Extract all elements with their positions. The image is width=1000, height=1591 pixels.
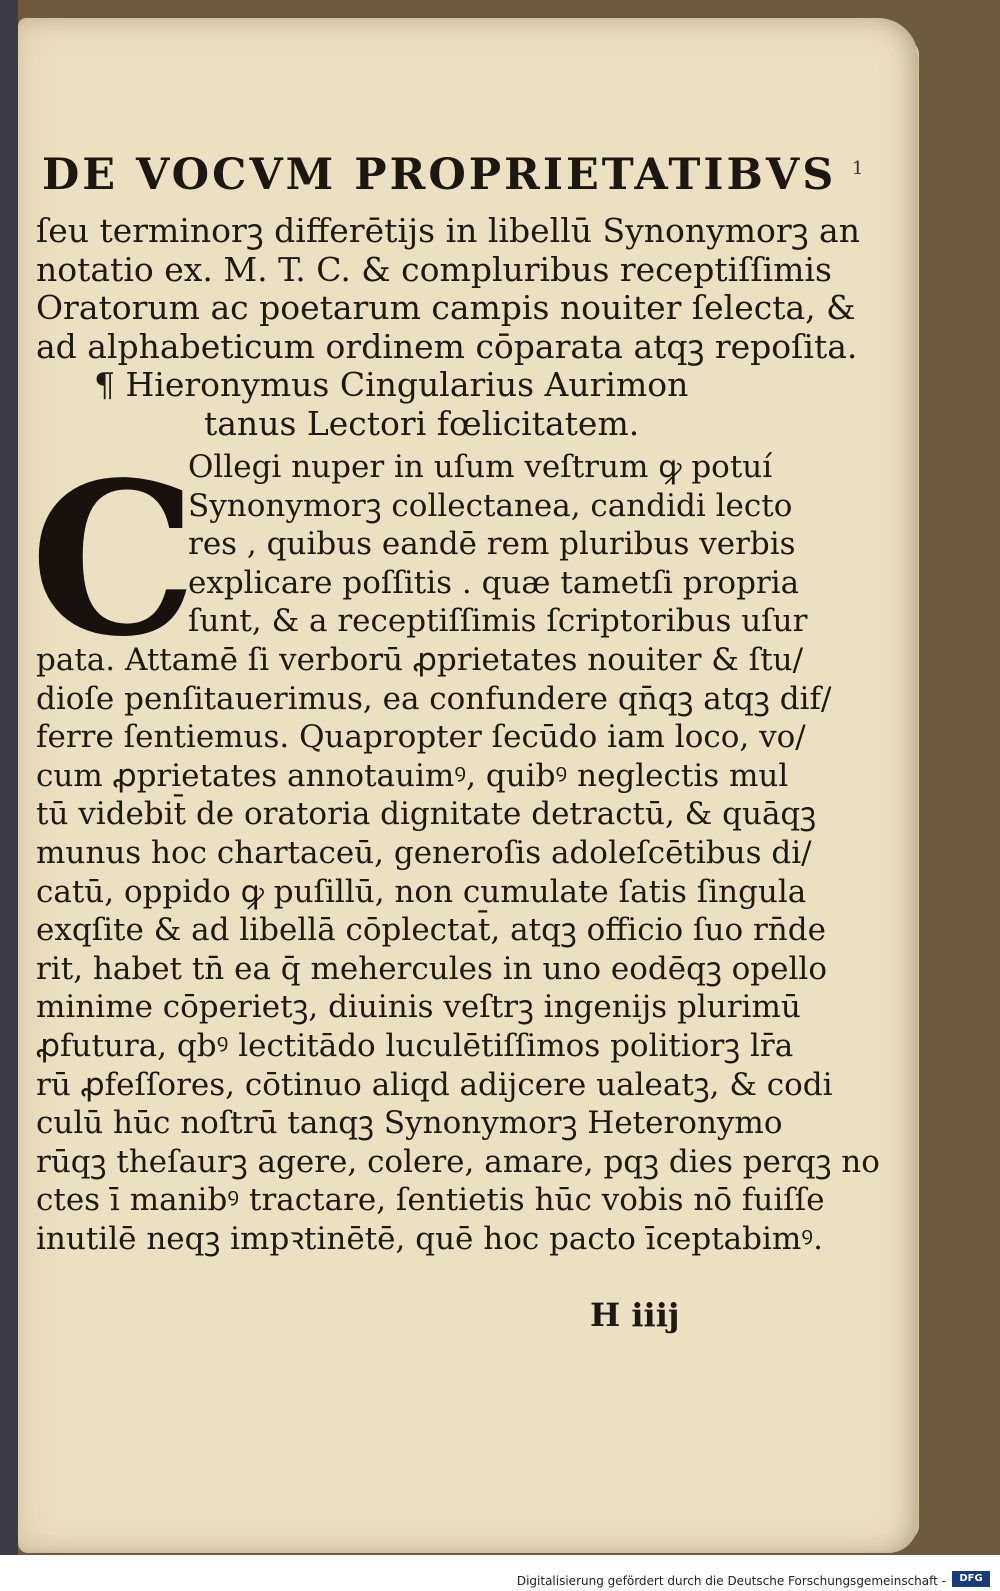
body-text — [36, 448, 880, 1258]
body-line: res , quibus eandē rem pluribus verbis — [188, 526, 796, 563]
body-line: ctes ī manibꝰ tractare, ſentietis hūc vobis nō fuiſſe — [36, 1182, 825, 1219]
body-line: Ollegi nuper in uſum veſtrum ꝙ potuí — [188, 449, 773, 485]
heading-line: ſeu terminorꝫ differētijs in libellū Synonymorꝫ an — [36, 211, 860, 250]
author-line: tanus Lectori fœlicitatem. — [204, 403, 640, 443]
body-line: cum ꝓprietates annotauimꝰ, quibꝰ neglectis mul — [36, 757, 789, 794]
body-line: minime cōperietꝫ, diuinis veſtrꝫ ingenijs plurimū — [36, 989, 801, 1026]
heading-line: notatio ex. M. T. C. & compluribus receptiſſimis — [36, 249, 832, 289]
author-line: ¶ Hieronymus Cingularius Aurimon — [94, 365, 689, 405]
heading-line: ad alphabeticum ordinem cōparata atqꝫ repoſita. — [36, 326, 858, 366]
body-line: rūqꝫ theſaurꝫ agere, colere, amare, pqꝫ dies perqꝫ no — [36, 1143, 880, 1180]
body-line: rit, habet tn̄ ea q̄ mehercules in uno eodēqꝫ opello — [36, 950, 827, 987]
body-line: inutilē neqꝫ impꝛtinētē, quē hoc pacto īceptabimꝰ. — [36, 1220, 823, 1257]
dfg-logo-icon: DFG — [952, 1571, 990, 1587]
body-line: tū videbit̄ de oratoria dignitate detractū, & quāqꝫ — [36, 796, 817, 833]
body-line: exqſite & ad libellā cōplectat̄, atqꝫ officio ſuo rn̄de — [36, 912, 826, 949]
body-line: dioſe penſitauerimus, ea confundere qn̄qꝫ atqꝫ dif/ — [36, 680, 832, 717]
heading-line: Oratorum ac poetarum campis nouiter ſelecta, & — [36, 288, 856, 328]
body-line: ſunt, & a receptiſſimis ſcriptoribus uſur — [188, 603, 808, 640]
book-binding — [0, 0, 18, 1555]
signature-mark: H iiij — [590, 1296, 680, 1334]
drop-cap-initial: C — [30, 436, 198, 683]
page-title: DE VOCVM PROPRIETATIBVS — [42, 150, 837, 200]
body-line: ꝓfutura, qbꝰ lectitādo luculētiſſimos politiorꝫ lr̄a — [36, 1027, 794, 1064]
body-line: Synonymorꝫ collectanea, candidi lecto — [188, 487, 793, 524]
body-line: culū hūc noſtrū tanqꝫ Synonymorꝫ Heteronymo — [36, 1105, 783, 1142]
body-line: pata. Attamē ſi verborū ꝓprietates nouiter & ſtu/ — [36, 641, 804, 678]
body-line: catū, oppido ꝙ puſillū, non cumulate ſatis ſingula — [36, 873, 807, 910]
body-line: ferre ſentiemus. Quapropter ſecūdo iam loco, vo/ — [36, 719, 806, 756]
body-line: rū ꝓfeſſores, cōtinuo aliqd adijcere ualeatꝫ, & codi — [36, 1066, 833, 1103]
margin-mark: 1 — [852, 158, 864, 179]
footer-credit: Digitalisierung gefördert durch die Deutsche Forschungsgemeinschaft - — [516, 1574, 946, 1588]
heading-block — [36, 211, 860, 444]
body-line: explicare poſſitis . quæ tametſi propria — [188, 564, 800, 601]
body-line: munus hoc chartaceū, generoſis adoleſcētibus di/ — [36, 834, 812, 871]
